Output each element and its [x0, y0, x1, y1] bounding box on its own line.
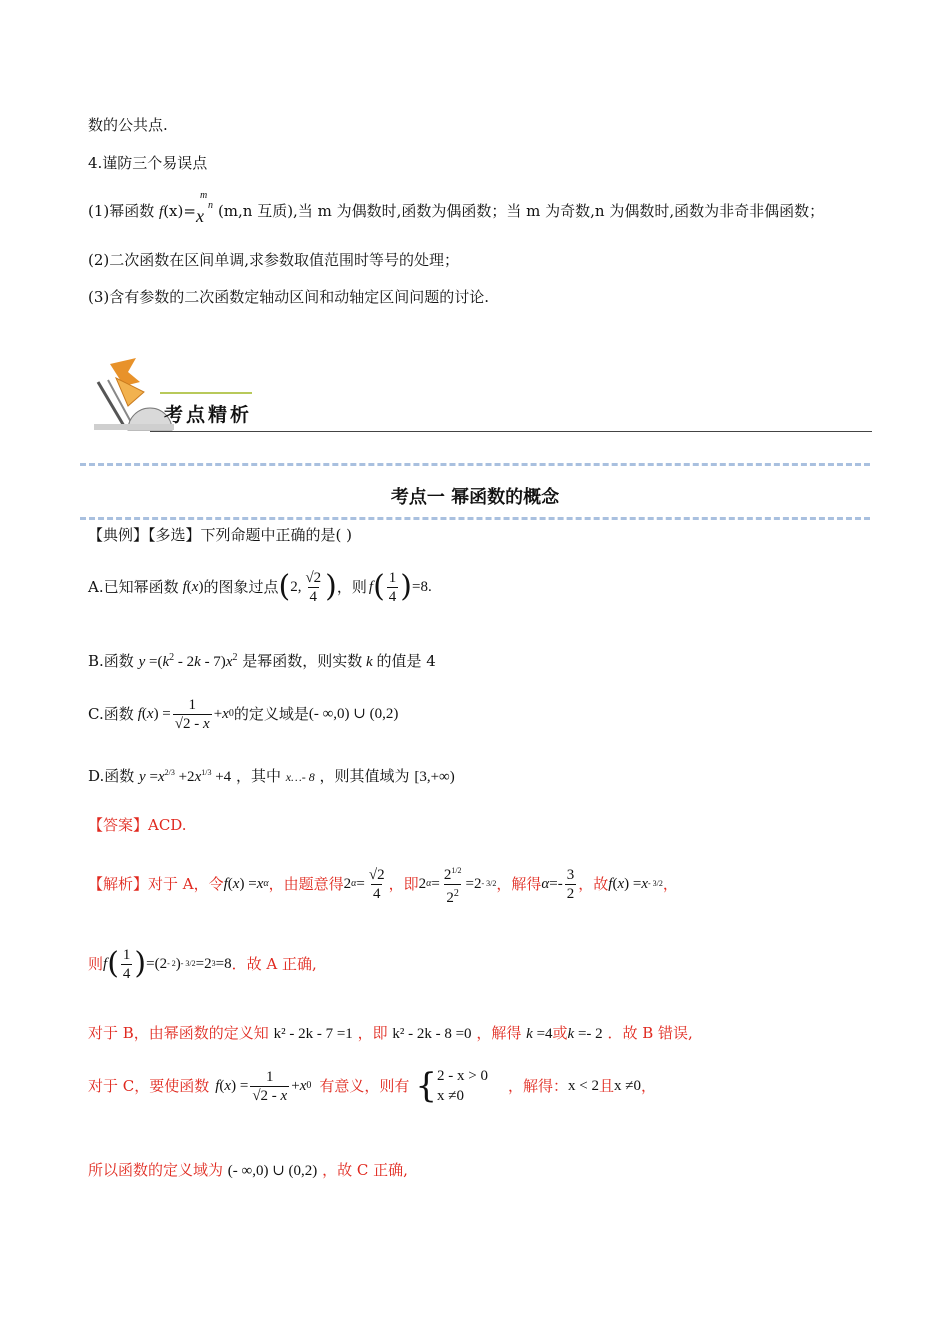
section-title: 考点一 幂函数的概念: [390, 487, 560, 508]
divider: [80, 517, 870, 520]
analysis-line-5: 所以函数的定义域为 (- ∞,0) ∪ (0,2) ，故 C 正确,: [88, 1161, 408, 1179]
analysis-line-3: 对于 B，由幂函数的定义知 k² - 2k - 7 =1 ，即 k² - 2k - 8 =0 ，解得 k =4或k =- 2 ．故 B 错误,: [88, 1024, 693, 1042]
text-line: (1)幂函数 f(x)= m n x (m,n 互质),当 m 为偶数时,函数为偶函数；当 m 为奇数,n 为偶数时,函数为非奇非偶函数；: [88, 190, 825, 226]
analysis-line-1: 【解析】 对于 A，令 f ( x ) = x α ，由题意得 2 α = $\frac{√2}{4}$ ，即 2 α = $\frac{2^{1/2}}{2^2}$ =2 - 3/2 ，解得 α =- $\frac{3}{2}$ ，故 f ( x ) = x - 3/2 ，: [88, 865, 678, 906]
banner-title: 考点精析: [164, 404, 253, 426]
option-b: B.函数 $y =(k^2 - 2k - 7)x^2$ 是幂函数，则实数 k 的值是 4: [88, 652, 436, 670]
answer: 【答案】ACD.: [88, 816, 187, 834]
option-d: D.函数 $y =x^{2/3} +2x^{1/3} +4$ ，其中 x…- 8 ，则其值域为 [3,+∞): [88, 767, 455, 785]
analysis-line-2: 则 f ( $\frac{1}{4}$ ) =(2 - 2 ) - 3/2 =2 3 =8 ．故 A 正确,: [88, 946, 317, 982]
analysis-line-4: 对于 C，要使函数 f ( x ) = $\frac{1}{√2 - x}$ + x 0 有意义，则有 { 2 - x > 0 x ≠0 ，解得： x < 2 且 x ≠0 ，: [88, 1066, 656, 1106]
option-a: A.已知幂函数 f ( x ) 的图象过点 ( 2, $\frac{√2}{4}$ ) ，则 f ( $\frac{1}{4}$ ) =8.: [88, 569, 432, 605]
divider: [80, 463, 870, 466]
question-prompt: 【典例】【多选】下列命题中正确的是( ): [88, 526, 352, 544]
text-line: 4.谨防三个易误点: [88, 154, 208, 172]
text-line: 数的公共点.: [88, 116, 168, 134]
section-banner: [88, 358, 878, 438]
text-line: (3)含有参数的二次函数定轴动区间和动轴定区间问题的讨论.: [88, 288, 490, 306]
text-line: (2)二次函数在区间单调,求参数取值范围时等号的处理；: [88, 251, 460, 269]
option-c: C.函数 f ( x ) = $\frac{1}{√2 - x}$ + x 0 的定义域是 (- ∞,0) ∪ (0,2): [88, 696, 399, 732]
